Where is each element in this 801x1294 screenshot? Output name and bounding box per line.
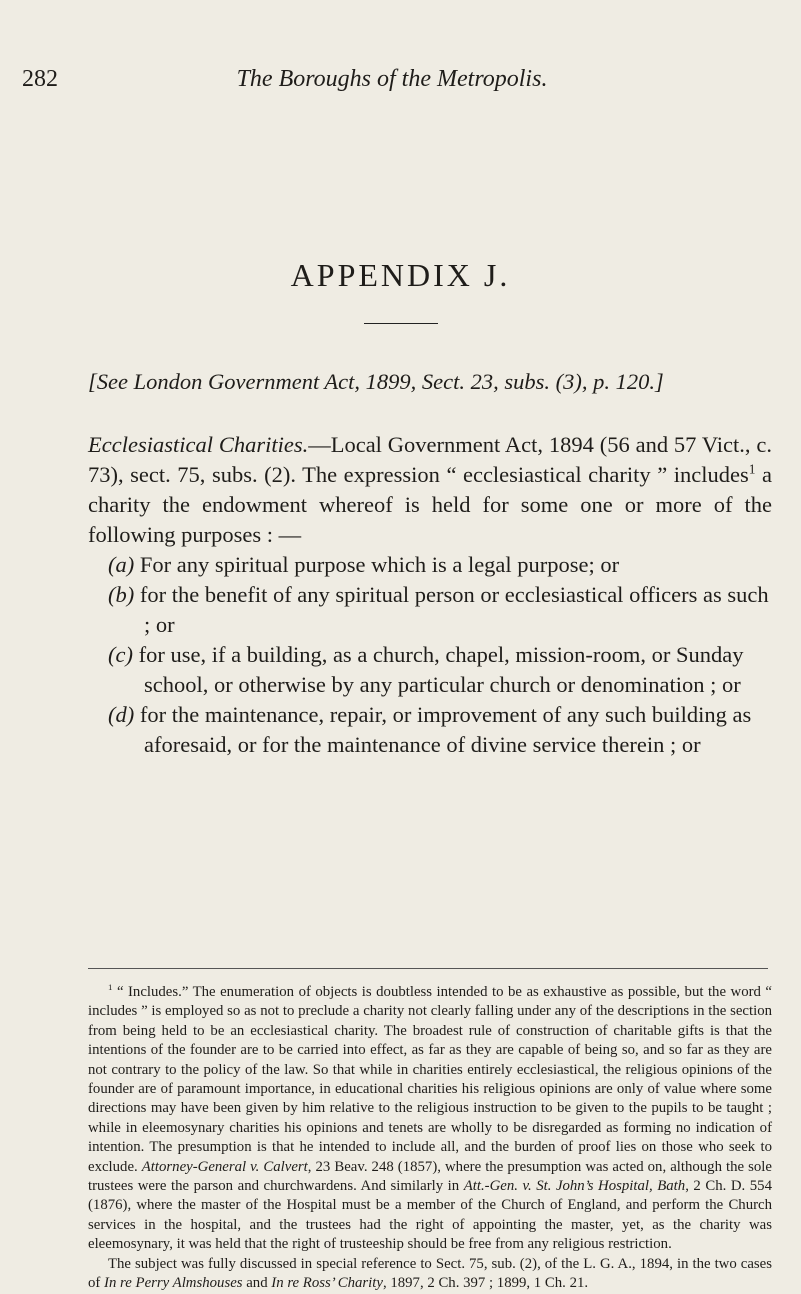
clause-label: (c) <box>108 642 133 667</box>
clause-list <box>88 550 772 760</box>
footnote-text: The subject was fully discussed in special reference to Sect. 75, sub. (2), of the L. G. A., 1894, in the two cases of <box>88 1255 772 1292</box>
case-citation: Attorney-General v. Calvert <box>141 1158 308 1175</box>
footnote <box>88 983 772 1294</box>
clause-label: (b) <box>108 582 135 607</box>
body-text <box>88 430 772 760</box>
running-title: The Boroughs of the Metropolis. <box>236 66 548 92</box>
title-rule <box>364 323 438 324</box>
clause-item <box>108 550 772 580</box>
footnote-ref: 1 <box>748 461 756 477</box>
footnote-paragraph-1 <box>88 983 772 1255</box>
clause-item <box>108 700 772 760</box>
footnote-text: and <box>242 1275 272 1292</box>
clause-item <box>108 580 772 640</box>
intro-text-b: a charity the endowment whereof is held for some one or more of the following purposes : — <box>88 462 772 547</box>
intro-paragraph <box>88 430 772 550</box>
clause-text: for the maintenance, repair, or improvement of any such building as aforesaid, or for the maintenance of divine service therein ; or <box>139 702 752 757</box>
page-header <box>22 66 762 102</box>
footnote-text: , 2 Ch. D. 554 (1876), where the master of the Hospital must be a member of the Church of England, and perform the Church services in the hospital, and the trustees had the right of appointing the master, yet, as the charity was eleemosynary, it was held that the right of trusteeship should be free from any religious restriction. <box>88 1178 772 1253</box>
appendix-title: APPENDIX J. <box>290 257 511 293</box>
footnote-marker: 1 <box>108 982 113 993</box>
page-number: 282 <box>22 66 58 92</box>
see-note-text: [See London Government Act, 1899, Sect. 23, subs. (3), p. 120.] <box>88 369 664 394</box>
case-citation: Att.-Gen. v. St. John’s Hospital, Bath <box>463 1178 686 1195</box>
clause-text: For any spiritual purpose which is a legal purpose; or <box>139 552 620 577</box>
case-citation: In re Ross’ Charity <box>271 1275 383 1292</box>
case-citation: In re Perry Almshouses <box>104 1275 243 1292</box>
cross-reference-note <box>88 368 768 396</box>
clause-label: (a) <box>108 552 135 577</box>
footnote-text: , 1897, 2 Ch. 397 ; 1899, 1 Ch. 21. <box>382 1275 589 1292</box>
clause-item <box>108 640 772 700</box>
footnote-paragraph-2 <box>88 1255 772 1294</box>
footnote-text: , 23 Beav. 248 (1857), where the presumption was acted on, although the sole trustees were the parson and churchwardens. And similarly in <box>88 1158 772 1195</box>
clause-label: (d) <box>108 702 135 727</box>
intro-text-a: —Local Government Act, 1894 (56 and 57 Vict., c. 73), sect. 75, subs. (2). The expression “ ecclesiastical charity ” includes <box>88 432 772 487</box>
footnote-text: “ Includes.” The enumeration of objects is doubtless intended to be as exhaustive as possible, but the word “ includes ” is employed so as not to preclude a charity not clearly falling under any of the descriptions in the section from being held to be an ecclesiastical charity. The broadest rule of construction of charitable gifts is that the intentions of the founder are to be carried into effect, as far as they are capable of being so, and so far as they are not contrary to the policy of the law. So that while in charities entirely ecclesiastical, the religious opinions of the founder are of paramount importance, in educational charities his religious opinions are only of value where some directions may have been given by him relative to the religious instruction to be given to the pupils to be taught ; while in eleemosynary charities his opinions and tenets are wholly to be disregarded as forming no indication of intention. The presumption is that he intended to include all, and the burden of proof lies on those who seek to exclude. <box>88 984 772 1175</box>
section-heading: Ecclesiastical Charities. <box>88 432 309 457</box>
footnote-rule <box>88 968 768 969</box>
clause-text: for the benefit of any spiritual person or ecclesiastical officers as such ; or <box>139 582 769 637</box>
clause-text: for use, if a building, as a church, chapel, mission-room, or Sunday school, or otherwise by any particular church or denomination ; or <box>138 642 744 697</box>
